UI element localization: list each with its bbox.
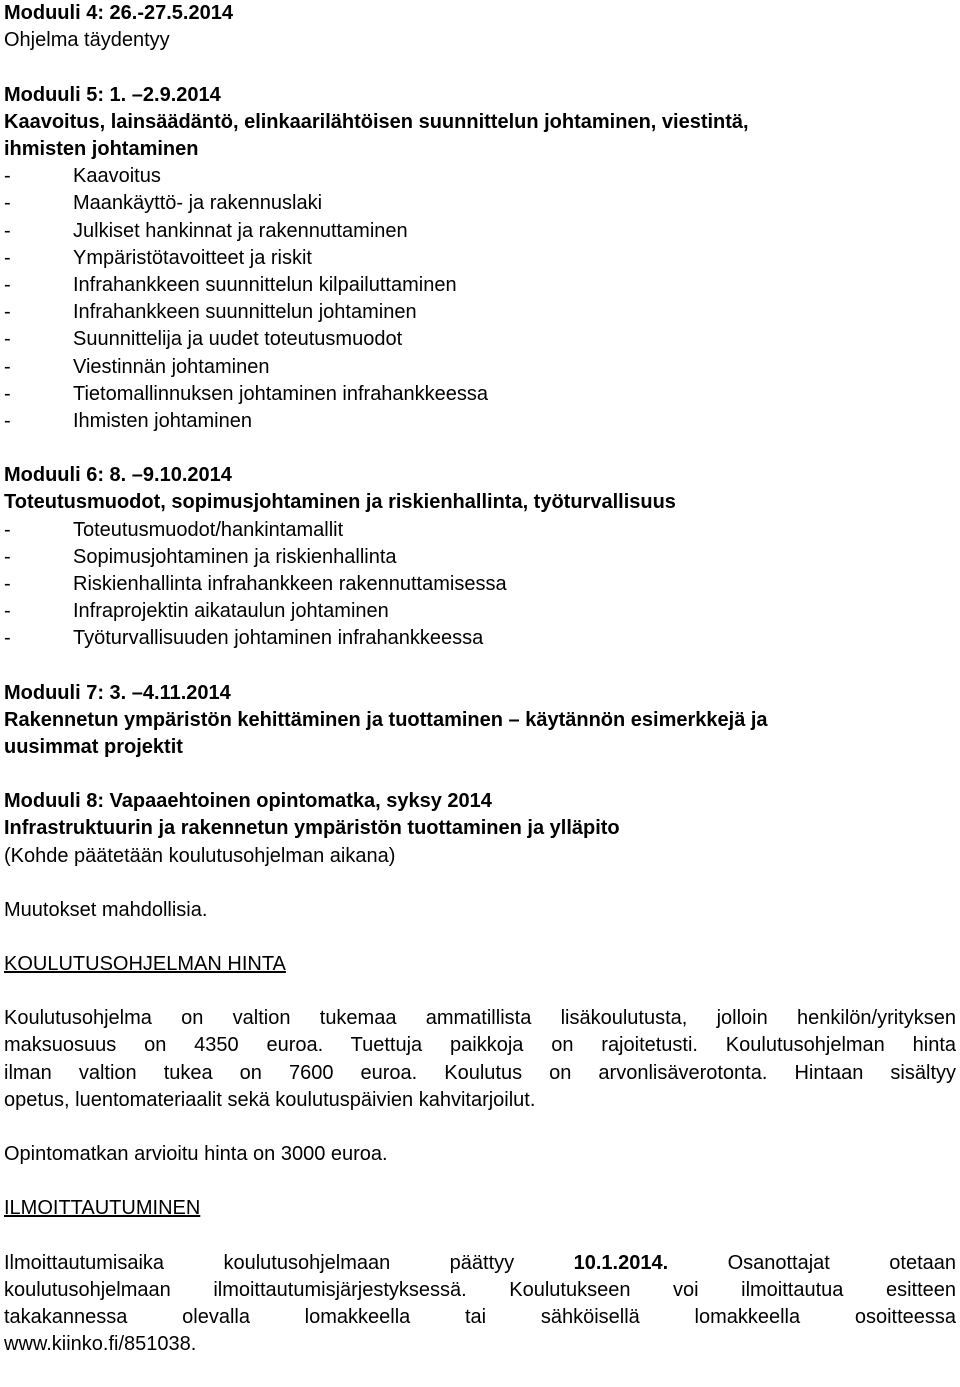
module-5-title: Kaavoitus, lainsäädäntö, elinkaarilähtöisen suunnittelun johtaminen, viestintä, <box>4 110 749 133</box>
list-item: - Maankäyttö- ja rakennuslaki <box>4 192 323 215</box>
list-item: - Työturvallisuuden johtaminen infrahankkeessa <box>4 627 484 650</box>
module-7-title: Rakennetun ympäristön kehittäminen ja tuottaminen – käytännön esimerkkejä ja <box>4 708 768 731</box>
spacer <box>4 653 956 680</box>
module-4-heading: Moduuli 4: 26.-27.5.2014 <box>4 2 233 24</box>
spacer <box>4 1223 956 1250</box>
module-6-title: Toteutusmuodot, sopimusjohtaminen ja riskienhallinta, työturvallisuus <box>4 491 676 514</box>
trip-price: Opintomatkan arvioitu hinta on 3000 euroa. <box>4 1143 388 1166</box>
spacer <box>4 870 956 897</box>
module-8-heading: Moduuli 8: Vapaaehtoinen opintomatka, syksy 2014 <box>4 790 492 813</box>
list-item: - Infrahankkeen suunnittelun kilpailuttaminen <box>4 274 457 297</box>
spacer <box>4 978 956 1005</box>
spacer <box>4 761 956 788</box>
price-line: maksuosuus on 4350 euroa. Tuettuja paikkoja on rajoitetusti. Koulutusohjelman hinta <box>4 1034 956 1057</box>
spacer <box>4 924 956 951</box>
registration-url[interactable]: www.kiinko.fi/851038. <box>4 1333 197 1356</box>
registration-line: koulutusohjelmaan ilmoittautumisjärjestyksessä. Koulutukseen voi ilmoittautua esitteen <box>4 1278 956 1301</box>
list-item: - Tietomallinnuksen johtaminen infrahankkeessa <box>4 382 489 405</box>
list-item: - Toteutusmuodot/hankintamallit <box>4 518 344 541</box>
price-line: Koulutusohjelma on valtion tukemaa ammatillista lisäkoulutusta, jolloin henkilön/yrityksen <box>4 1007 956 1030</box>
list-item: - Sopimusjohtaminen ja riskienhallinta <box>4 545 397 568</box>
list-item: - Julkiset hankinnat ja rakennuttaminen <box>4 219 408 242</box>
registration-line: takakannessa olevalla lomakkeella tai sähköisellä lomakkeella osoitteessa <box>4 1305 956 1328</box>
spacer <box>4 435 956 462</box>
registration-paragraph <box>4 1250 956 1359</box>
list-item: - Ihmisten johtaminen <box>4 410 252 433</box>
list-item: - Infraprojektin aikataulun johtaminen <box>4 600 389 623</box>
module-4-note: Ohjelma täydentyy <box>4 29 170 52</box>
price-paragraph <box>4 1005 956 1114</box>
module-6-heading: Moduuli 6: 8. –9.10.2014 <box>4 464 232 487</box>
price-line: ilman valtion tukea on 7600 euroa. Koulutus on arvonlisäverotonta. Hintaan sisältyy <box>4 1061 956 1084</box>
registration-deadline: 10.1.2014. <box>573 1251 669 1274</box>
module-8-note: (Kohde päätetään koulutusohjelman aikana) <box>4 844 396 867</box>
price-line: opetus, luentomateriaalit sekä koulutuspäivien kahvitarjoilut. <box>4 1088 536 1111</box>
list-item: - Kaavoitus <box>4 165 161 188</box>
spacer <box>4 54 956 81</box>
module-7-title-cont: uusimmat projektit <box>4 736 183 759</box>
module-5-heading: Moduuli 5: 1. –2.9.2014 <box>4 83 221 106</box>
list-item: - Suunnittelija ja uudet toteutusmuodot <box>4 328 403 351</box>
module-5-topic-list <box>4 163 956 435</box>
registration-line: Ilmoittautumisaika koulutusohjelmaan päättyy 10.1.2014. Osanottajat otetaan <box>4 1251 957 1274</box>
list-item: - Viestinnän johtaminen <box>4 355 270 378</box>
spacer <box>4 1168 956 1195</box>
module-6-topic-list <box>4 517 956 653</box>
registration-heading: ILMOITTAUTUMINEN <box>4 1197 201 1220</box>
module-8-title: Infrastruktuurin ja rakennetun ympäristön tuottaminen ja ylläpito <box>4 817 620 840</box>
list-item: - Ympäristötavoitteet ja riskit <box>4 246 312 269</box>
spacer <box>4 1114 956 1141</box>
list-item: - Riskienhallinta infrahankkeen rakennuttamisessa <box>4 573 507 596</box>
module-5-title-cont: ihmisten johtaminen <box>4 138 199 160</box>
price-heading: KOULUTUSOHJELMAN HINTA <box>4 953 286 976</box>
list-item: - Infrahankkeen suunnittelun johtaminen <box>4 301 417 324</box>
module-7-heading: Moduuli 7: 3. –4.11.2014 <box>4 681 231 704</box>
changes-note: Muutokset mahdollisia. <box>4 898 208 921</box>
